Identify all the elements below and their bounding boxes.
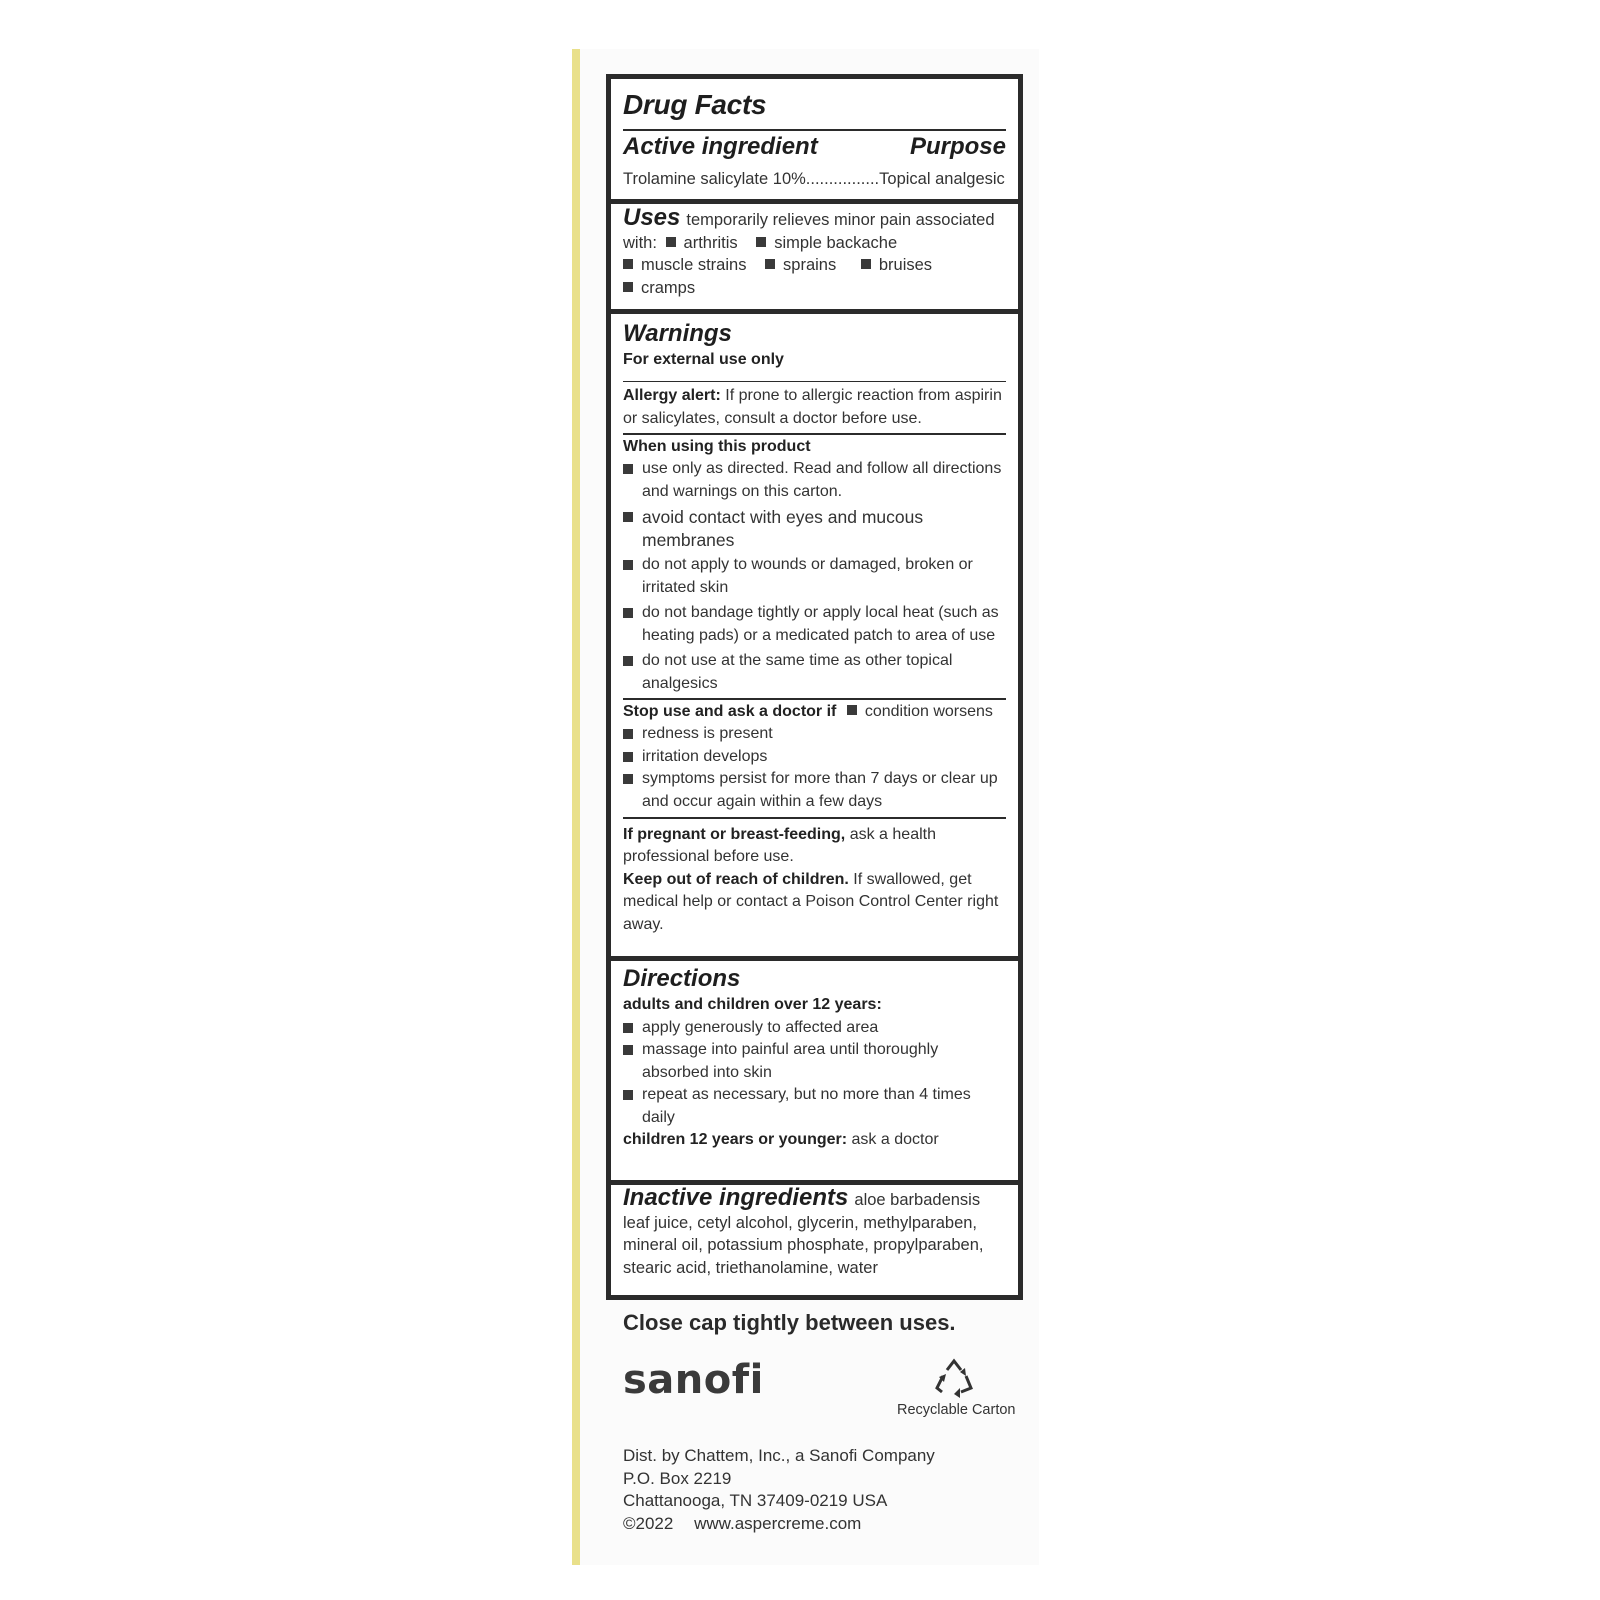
stop-item: irritation develops bbox=[623, 746, 1006, 769]
bullet-icon bbox=[623, 752, 633, 762]
bullet-icon bbox=[623, 729, 633, 739]
pregnant-warning bbox=[623, 824, 1006, 869]
bullet-icon bbox=[623, 1090, 633, 1100]
distributor-line: Dist. by Chattem, Inc., a Sanofi Company bbox=[623, 1446, 935, 1465]
divider bbox=[623, 817, 1006, 819]
allergy-label: Allergy alert: bbox=[623, 387, 721, 404]
bullet-icon bbox=[623, 464, 633, 474]
external-use-text: For external use only bbox=[623, 351, 784, 368]
pregnant-label: If pregnant or breast-feeding, bbox=[623, 825, 846, 843]
keep-out-warning bbox=[623, 869, 1006, 937]
pregnant-text: ask a health professional before use. bbox=[623, 825, 936, 865]
stop-item: symptoms persist for more than 7 days or clear up and occur again within a few days bbox=[623, 768, 1006, 813]
bullet-icon bbox=[623, 282, 633, 292]
close-cap-text: Close cap tightly between uses. bbox=[623, 1310, 956, 1335]
bullet-icon bbox=[765, 259, 775, 269]
inactive-heading: Inactive ingredients bbox=[623, 1184, 849, 1211]
uses-heading: Uses bbox=[623, 204, 681, 231]
stop-item: redness is present bbox=[623, 723, 1006, 746]
children-text: ask a doctor bbox=[851, 1131, 939, 1148]
when-using-heading: When using this product bbox=[623, 437, 811, 455]
stop-use-line bbox=[623, 701, 1006, 724]
directions-section bbox=[611, 964, 1018, 1152]
drug-facts-header bbox=[611, 85, 1018, 190]
allergy-alert bbox=[623, 385, 1006, 430]
inactive-section bbox=[611, 1184, 1018, 1279]
direction-item: apply generously to affected area bbox=[623, 1017, 1006, 1040]
copyright: ©2022 bbox=[623, 1513, 674, 1533]
active-ingredient-header-row bbox=[623, 133, 1006, 161]
bullet-icon bbox=[623, 608, 633, 618]
use-item: simple backache bbox=[774, 233, 898, 252]
uses-section bbox=[611, 204, 1018, 299]
adults-label: adults and children over 12 years: bbox=[623, 996, 882, 1013]
use-item: arthritis bbox=[683, 233, 738, 252]
warnings-heading: Warnings bbox=[623, 320, 732, 347]
distributor-block bbox=[623, 1445, 935, 1535]
when-using-item: do not bandage tightly or apply local heat (such as heating pads) or a medicated patch to area of use bbox=[623, 602, 1006, 647]
when-using-item: use only as directed. Read and follow all directions and warnings on this carton. bbox=[623, 458, 1006, 503]
when-using-item: do not apply to wounds or damaged, broken or irritated skin bbox=[623, 554, 1006, 599]
children-label: children 12 years or younger: bbox=[623, 1131, 848, 1148]
when-using-item: do not use at the same time as other topical analgesics bbox=[623, 650, 1006, 695]
directions-heading: Directions bbox=[623, 965, 741, 992]
distributor-line: Chattanooga, TN 37409-0219 USA bbox=[623, 1491, 888, 1510]
carton-yellow-edge bbox=[572, 49, 580, 1565]
bullet-icon bbox=[623, 512, 633, 522]
bullet-icon bbox=[623, 259, 633, 269]
copyright-line bbox=[623, 1513, 935, 1536]
inactive-text: aloe barbadensis leaf juice, cetyl alcohol, glycerin, methylparaben, mineral oil, potassium phosphate, propylparaben, stearic acid, triethanolamine, water bbox=[623, 1191, 984, 1277]
bullet-icon bbox=[623, 1045, 633, 1055]
bullet-icon bbox=[847, 705, 857, 715]
website-link[interactable]: www.aspercreme.com bbox=[694, 1513, 862, 1533]
use-item: cramps bbox=[641, 278, 696, 297]
bullet-icon bbox=[623, 656, 633, 666]
active-ingredient-heading: Active ingredient bbox=[623, 132, 818, 160]
bullet-icon bbox=[756, 237, 766, 247]
direction-item: repeat as necessary, but no more than 4 times daily bbox=[623, 1084, 1006, 1129]
use-item: muscle strains bbox=[641, 256, 747, 274]
allergy-text: If prone to allergic reaction from aspirin or salicylates, consult a doctor before use. bbox=[623, 387, 1002, 427]
purpose-heading: Purpose bbox=[909, 132, 1006, 160]
divider bbox=[623, 433, 1006, 435]
distributor-line: P.O. Box 2219 bbox=[623, 1468, 732, 1488]
keep-out-text: If swallowed, get medical help or contact a Poison Control Center right away. bbox=[623, 870, 999, 933]
stop-item: condition worsens bbox=[864, 702, 993, 720]
section-divider bbox=[611, 309, 1018, 314]
when-using-item: avoid contact with eyes and mucous membranes bbox=[623, 506, 1006, 551]
sanofi-logo: sanofi bbox=[623, 1357, 764, 1403]
recycle-label: Recyclable Carton bbox=[897, 1402, 1016, 1418]
bullet-icon bbox=[861, 259, 871, 269]
section-divider bbox=[611, 956, 1018, 961]
active-ingredient-line: Trolamine salicylate 10%................Topical analgesic bbox=[623, 169, 1005, 188]
recycle-icon bbox=[933, 1358, 975, 1400]
bullet-icon bbox=[666, 237, 676, 247]
use-item: sprains bbox=[783, 256, 837, 274]
uses-intro: temporarily relieves minor pain associated with: bbox=[623, 211, 995, 252]
divider bbox=[623, 698, 1006, 700]
divider bbox=[623, 129, 1006, 131]
drug-facts-title: Drug Facts bbox=[623, 89, 767, 120]
children-direction bbox=[623, 1129, 1006, 1152]
stop-use-heading: Stop use and ask a doctor if bbox=[623, 702, 837, 720]
drug-facts-panel bbox=[606, 74, 1023, 1300]
keep-out-label: Keep out of reach of children. bbox=[623, 870, 849, 888]
divider bbox=[623, 381, 1006, 383]
use-item: bruises bbox=[878, 256, 933, 274]
bullet-icon bbox=[623, 1023, 633, 1033]
bullet-icon bbox=[623, 560, 633, 570]
direction-item: massage into painful area until thoroughly absorbed into skin bbox=[623, 1039, 1006, 1084]
bullet-icon bbox=[623, 774, 633, 784]
warnings-section bbox=[611, 319, 1018, 936]
